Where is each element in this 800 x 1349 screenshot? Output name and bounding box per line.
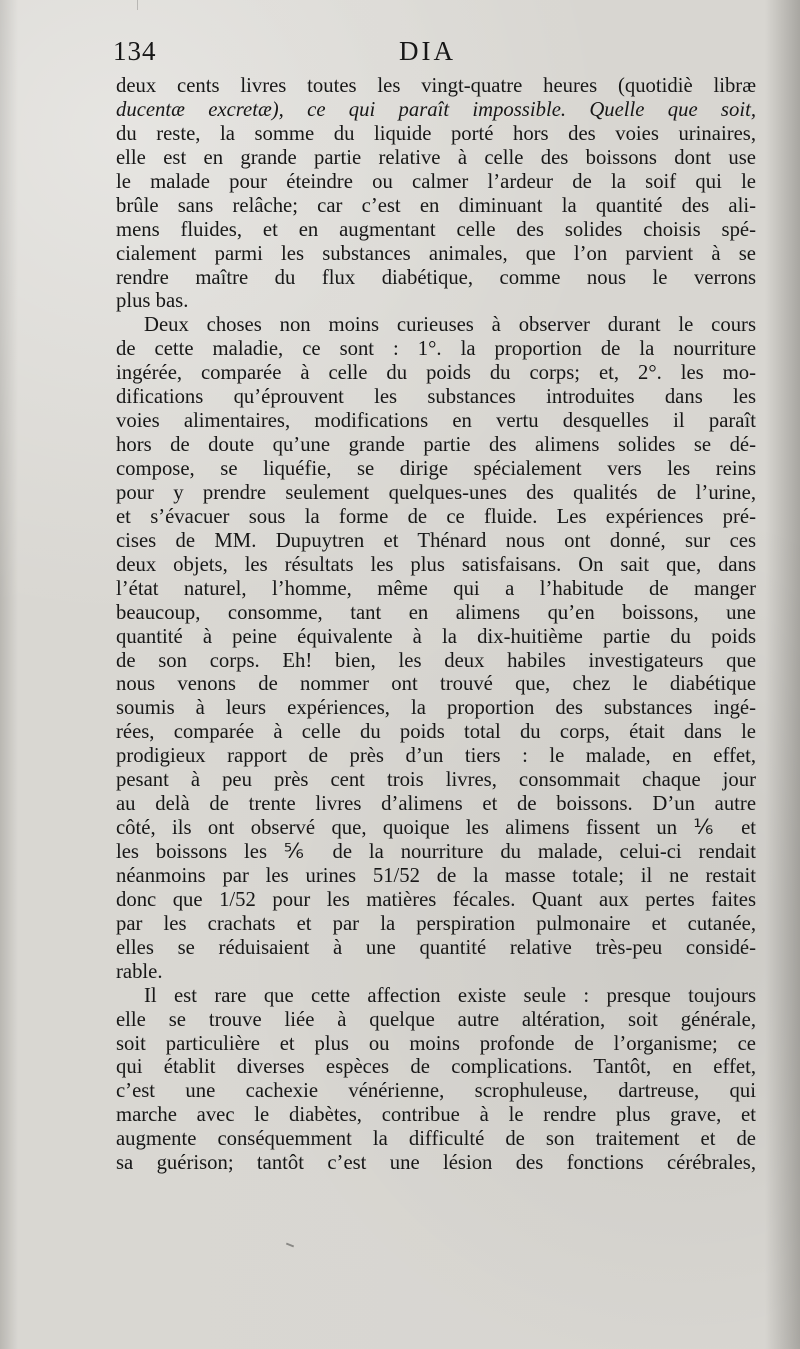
text-line: elle se trouve liée à quelque autre altération, soit générale, — [116, 1008, 756, 1031]
text-line: du reste, la somme du liquide porté hors des voies urinaires, — [116, 122, 756, 145]
section-title: DIA — [399, 36, 456, 66]
paper-mark — [137, 0, 138, 10]
text-line: néanmoins par les urines 51/52 de la masse totale; il ne restait — [116, 864, 756, 887]
text-line: qui établit diverses espèces de complications. Tantôt, en effet, — [116, 1056, 756, 1079]
text-line: rées, comparée à celle du poids total du corps, était dans le — [116, 721, 756, 744]
text-line: et s’évacuer sous la forme de ce fluide. Les expériences pré- — [116, 505, 756, 528]
text-line: l’état naturel, l’homme, même qui a l’habitude de manger — [116, 577, 756, 600]
text-line: donc que 1/52 pour les matières fécales. Quant aux pertes faites — [116, 888, 756, 911]
text-line: plus bas. — [116, 290, 189, 313]
text-line: les boissons les ⅚ de la nourriture du malade, celui-ci rendait — [116, 841, 756, 863]
text-line: augmente conséquemment la difficulté de son traitement et de — [116, 1128, 756, 1151]
text-line: au delà de trente livres d’alimens et de boissons. D’un autre — [116, 793, 756, 816]
text-line: de cette maladie, ce sont : 1°. la proportion de la nourriture — [116, 338, 756, 361]
text-line: voies alimentaires, modifications en vertu desquelles il paraît — [116, 410, 756, 433]
text-line: soumis à leurs expériences, la proportion des substances ingé- — [116, 697, 756, 720]
text-line: marche avec le diabètes, contribue à le rendre plus grave, et — [116, 1104, 756, 1127]
text-line: deux cents livres toutes les vingt-quatre heures (quotidiè libræ — [116, 75, 756, 97]
text-line: ingérée, comparée à celle du poids du corps; et, 2°. les mo- — [116, 362, 756, 385]
text-line: pesant à peu près cent trois livres, consommait chaque jour — [116, 769, 756, 792]
running-header — [113, 36, 758, 70]
page-number: 134 — [113, 36, 157, 66]
text-line: rendre maître du flux diabétique, comme nous le verrons — [116, 266, 756, 289]
text-line: côté, ils ont observé que, quoique les alimens fissent un ⅙ et — [116, 817, 756, 840]
text-line: Deux choses non moins curieuses à observer durant le cours — [144, 314, 756, 337]
text-line: compose, se liquéfie, se dirige spécialement vers les reins — [116, 458, 756, 480]
text-line: cialement parmi les substances animales, que l’on parvient à se — [116, 242, 756, 265]
text-line: hors de doute qu’une grande partie des alimens solides se dé- — [116, 434, 756, 457]
text-line: brûle sans relâche; car c’est en diminuant la quantité des ali- — [116, 194, 756, 217]
main-text — [116, 75, 756, 1176]
text-line: par les crachats et par la perspiration pulmonaire et cutanée, — [116, 912, 756, 935]
text-line: beaucoup, consomme, tant en alimens qu’en boissons, une — [116, 601, 756, 624]
text-line: difications qu’éprouvent les substances introduites dans les — [116, 386, 756, 409]
text-line: c’est une cachexie vénérienne, scrophuleuse, dartreuse, qui — [116, 1080, 756, 1103]
text-line: elle est en grande partie relative à celle des boissons dont use — [116, 146, 756, 169]
text-line: rable. — [116, 960, 163, 983]
text-line: nous venons de nommer ont trouvé que, chez le diabétique — [116, 673, 756, 696]
text-line: Il est rare que cette affection existe seule : presque toujours — [144, 984, 756, 1007]
text-line: mens fluides, et en augmentant celle des solides choisis spé- — [116, 218, 756, 241]
text-line: quantité à peine équivalente à la dix-huitième partie du poids — [116, 625, 756, 648]
text-line: le malade pour éteindre ou calmer l’ardeur de la soif qui le — [116, 170, 756, 193]
text-line: cises de MM. Dupuytren et Thénard nous ont donné, sur ces — [116, 529, 756, 552]
text-line: pour y prendre seulement quelques-unes des qualités de l’urine, — [116, 481, 756, 504]
text-line: soit particulière et plus ou moins profonde de l’organisme; ce — [116, 1032, 756, 1055]
paper-mark — [286, 1243, 294, 1248]
text-line: prodigieux rapport de près d’un tiers : le malade, en effet, — [116, 745, 756, 768]
text-line: de son corps. Eh! bien, les deux habiles investigateurs que — [116, 649, 756, 672]
text-line: elles se réduisaient à une quantité relative très-peu considé- — [116, 936, 756, 959]
text-line: ducentæ excretæ), ce qui paraît impossible. Quelle que soit, — [116, 98, 756, 121]
text-line: sa guérison; tantôt c’est une lésion des fonctions cérébrales, — [116, 1152, 756, 1175]
text-line: deux objets, les résultats les plus satisfaisans. On sait que, dans — [116, 553, 756, 576]
